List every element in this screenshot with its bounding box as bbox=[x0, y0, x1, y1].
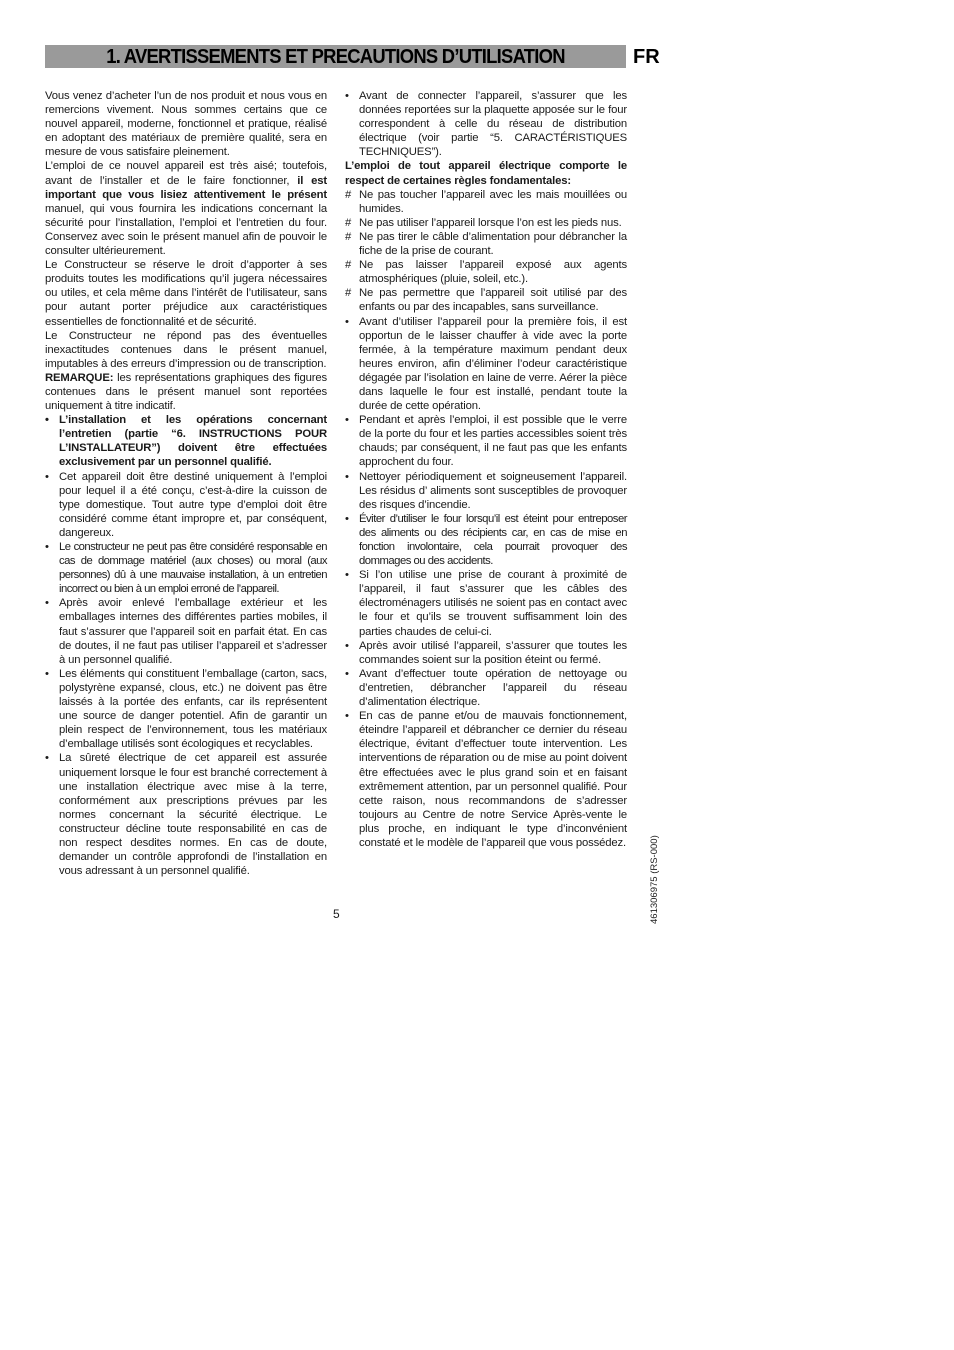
warning-list bbox=[45, 413, 327, 878]
hash-icon: # bbox=[345, 230, 352, 243]
page-number: 5 bbox=[333, 907, 340, 921]
list-item: • Cet appareil doit être destiné uniquement à l’emploi pour lequel il a été conçu, c’est-à-dire la cuisson de type domestique. Tout autre type d’emploi doit être considéré comme étant impropre et, par conséquent, dangereux. bbox=[45, 470, 327, 539]
bullet-icon: • bbox=[345, 667, 349, 680]
rule-item: # Ne pas toucher l’appareil avec les mais mouillées ou humides. bbox=[345, 188, 627, 215]
right-column bbox=[345, 89, 627, 850]
intro-paragraph: Vous venez d’acheter l’un de nos produit et nous vous en remercions vivement. Nous sommes certains que ce nouvel appareil, moderne, fonctionnel et pratique, réalisé en adoptant des matériaux de première qualité, sera en mesure de vous satisfaire pleinement. bbox=[45, 90, 327, 159]
connection-list bbox=[345, 89, 627, 159]
rule-item: # Ne pas utiliser l’appareil lorsque l’on est les pieds nus. bbox=[345, 216, 622, 229]
bullet-icon: • bbox=[345, 639, 349, 652]
list-item: • Après avoir enlevé l’emballage extérieur et les emballages internes des différentes parties mobiles, il faut s’assurer que l’appareil soit en parfait état. En cas de doutes, il ne faut pas utiliser l’appareil et s’adresser à un personnel qualifié. bbox=[45, 597, 327, 666]
list-item: • Pendant et après l’emploi, il est possible que le verre de la porte du four et les parties accessibles soient très chauds; par conséquent, il ne faut pas que les enfants approchent du four. bbox=[345, 414, 627, 469]
bullet-icon: • bbox=[345, 710, 349, 723]
bullet-icon: • bbox=[345, 512, 349, 525]
language-tag: FR bbox=[633, 46, 660, 68]
read-manual-paragraph: L’emploi de ce nouvel appareil est très aisé; toutefois, avant de l’installer et de le faire fonctionner, il est important que vous lisiez attentivement le présent manuel, qui vous fournira les indications concernant la sécurité pour l’installation, l’emploi et l’entretien du four. Conservez avec soin le présent manuel afin de pouvoir le consulter ultérieurement. bbox=[45, 160, 327, 258]
bullet-icon: • bbox=[345, 470, 349, 483]
list-item: • Les éléments qui constituent l’emballage (carton, sacs, polystyrène expansé, clous, etc.) ne doivent pas être laissés à la portée des enfants, car ils représentent une source de danger potentiel. Afin de garantir un plein respect de l’environnement, tous les matériaux d’emballage utilisés sont écologiques et recyclables. bbox=[45, 667, 327, 751]
list-item: • Le constructeur ne peut pas être considéré responsable en cas de dommage matériel (aux choses) ou moral (aux personnes) dû à une mauvaise installation, à un entretien incorrect ou bien à un emploi erroné de l’appareil. bbox=[45, 541, 327, 596]
list-item: • Avant d’utiliser l’appareil pour la première fois, il est opportun de le laisser chauffer à vide avec la porte fermée, à la température maximum pendant deux heures environ, afin d’éliminer l’odeur caractéristique dégagée par l’isolation en laine de verre. Aérer la pièce dans laquelle le four est installé, pendant toute la durée de cette opération. bbox=[345, 315, 627, 413]
section-header-bar bbox=[45, 45, 626, 68]
hash-icon: # bbox=[345, 188, 352, 201]
bullet-icon: • bbox=[345, 569, 349, 582]
bullet-icon: • bbox=[45, 752, 49, 765]
bullet-icon: • bbox=[45, 470, 49, 483]
bullet-icon: • bbox=[45, 541, 49, 553]
disclaimer-paragraph: Le Constructeur ne répond pas des éventuelles inexactitudes contenues dans le présent manuel, imputables à des erreurs d’impression ou de transcription. bbox=[45, 329, 327, 370]
document-code: 461306975 (RS-000) bbox=[649, 835, 660, 924]
hash-icon: # bbox=[345, 287, 352, 300]
rule-item: # Ne pas permettre que l’appareil soit utilisé par des enfants ou par des incapables, sans surveillance. bbox=[345, 287, 627, 314]
list-item: • Avant de connecter l’appareil, s’assurer que les données reportées sur la plaquette apposée sur le four correspondent à celle du réseau de distribution électrique (voir partie “5. CARACTÉRISTIQUES TECHNIQUES”). bbox=[345, 90, 627, 159]
list-item: • Nettoyer périodiquement et soigneusement l’appareil. Les résidus d’ aliments sont susceptibles de provoquer des risques d’incendie. bbox=[345, 470, 627, 511]
bullet-icon: • bbox=[45, 414, 49, 427]
bullet-icon: • bbox=[345, 414, 349, 427]
list-item: • Éviter d’utiliser le four lorsqu’il est éteint pour entreposer des aliments ou des récipients car, en cas de mise en fonction involontaire, cela pourrait provoquer des dommages ou des accidents. bbox=[345, 512, 627, 568]
rule-item: # Ne pas laisser l’appareil exposé aux agents atmosphériques (pluie, soleil, etc.). bbox=[345, 259, 627, 286]
remark-label: REMARQUE: bbox=[45, 371, 114, 384]
section-title: 1. AVERTISSEMENTS ET PRECAUTIONS D’UTILISATION bbox=[106, 46, 565, 68]
bullet-icon: • bbox=[345, 315, 349, 328]
list-item: • En cas de panne et/ou de mauvais fonctionnement, éteindre l’appareil et débrancher ce dernier du réseau électrique, évitant d’effectuer toute intervention. Les interventions de réparation ou de mise au point doivent être effectuées avec le plus grand soin et en faisant extrêmement attention, par un personnel qualifié. Pour cette raison, nous recommandons de s’adresser toujours au Centre de notre Service Après-vente le plus proche, en indiquant le type d’inconvénient constaté et le modèle de l’appareil que vous possédez. bbox=[345, 710, 627, 849]
hash-icon: # bbox=[345, 259, 352, 272]
important-notice: il est important que vous lisiez attentivement le présent bbox=[45, 174, 327, 201]
remark-paragraph: REMARQUE: les représentations graphiques des figures contenues dans le présent manuel sont reportées uniquement à titre indicatif. bbox=[45, 371, 327, 413]
safety-list bbox=[345, 315, 627, 851]
hash-icon: # bbox=[345, 216, 352, 229]
bullet-icon: • bbox=[45, 667, 49, 680]
list-item: • Si l’on utilise une prise de courant à proximité de l’appareil, il faut s’assurer que les câbles des électroménagers utilisés ne soient pas en contact avec le four et qu’ils se trouvent suffisamment loin des parties chaudes de celui-ci. bbox=[345, 569, 627, 638]
bullet-icon: • bbox=[45, 597, 49, 610]
rule-item: # Ne pas tirer le câble d’alimentation pour débrancher la fiche de la prise de courant. bbox=[345, 230, 627, 258]
rules-heading: L’emploi de tout appareil électrique comporte le respect de certaines règles fondamentales: bbox=[345, 160, 627, 187]
list-item: • L’installation et les opérations concernant l’entretien (partie “6. INSTRUCTIONS POUR L’INSTALLATEUR”) doivent être effectuées exclusivement par un personnel qualifié. bbox=[45, 414, 327, 469]
bullet-icon: • bbox=[345, 90, 349, 102]
list-item: • La sûreté électrique de cet appareil est assurée uniquement lorsque le four est branché correctement à une installation électrique avec mise à la terre, conformément aux prescriptions prévues par les normes concernant la sécurité électrique. Le constructeur décline toute responsabilité en cas de non respect desdites normes. En cas de doute, demander un contrôle approfondi de l’installation en vous adressant à un personnel qualifié. bbox=[45, 752, 327, 878]
left-column bbox=[45, 89, 327, 878]
manufacturer-rights-paragraph: Le Constructeur se réserve le droit d’apporter à ses produits toutes les modifications qu’il jugera nécessaires ou utiles, et cela même dans l’intérêt de l’utilisateur, sans pour autant porter préjudice aux caractéristiques essentielles de fonctionnalité et de sécurité. bbox=[45, 259, 327, 328]
list-item: • Après avoir utilisé l’appareil, s’assurer que toutes les commandes soient sur la position éteint ou fermé. bbox=[345, 639, 627, 666]
list-item: • Avant d’effectuer toute opération de nettoyage ou d’entretien, débrancher l’appareil du réseau d’alimentation électrique. bbox=[345, 667, 627, 709]
rules-list bbox=[345, 188, 627, 315]
